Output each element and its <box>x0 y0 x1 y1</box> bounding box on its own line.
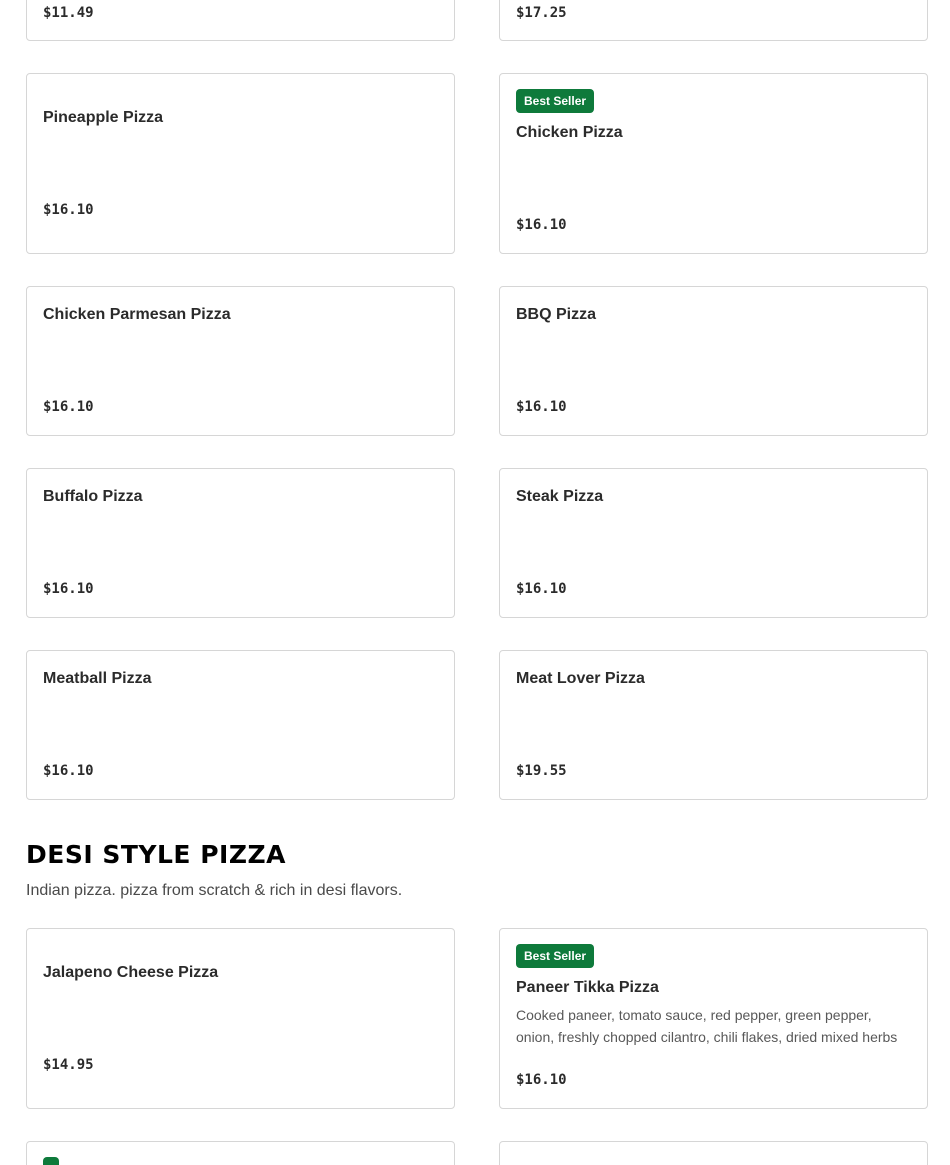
menu-item-card-paneer-tikka-pizza[interactable] <box>499 928 928 1109</box>
item-price: $16.10 <box>516 1072 567 1088</box>
menu-item-card-meat-lover-pizza[interactable] <box>499 650 928 800</box>
item-name: Chicken Parmesan Pizza <box>43 306 231 323</box>
menu-item-card[interactable] <box>499 1141 928 1165</box>
item-name: BBQ Pizza <box>516 306 597 323</box>
item-price: $17.25 <box>516 5 567 21</box>
item-price: $14.95 <box>43 1057 94 1073</box>
menu-item-card-chicken-pizza[interactable] <box>499 73 928 254</box>
menu-item-card-steak-pizza[interactable] <box>499 468 928 618</box>
menu-item-card-meatball-pizza[interactable] <box>26 650 455 800</box>
item-price: $16.10 <box>43 399 94 415</box>
item-price: $19.55 <box>516 763 567 779</box>
item-name: Steak Pizza <box>516 488 604 505</box>
best-seller-badge: Best Seller <box>516 944 594 968</box>
item-name: Paneer Tikka Pizza <box>516 979 659 996</box>
item-name: Meatball Pizza <box>43 670 152 687</box>
item-name: Meat Lover Pizza <box>516 670 645 687</box>
menu-item-card[interactable] <box>499 0 928 41</box>
menu-item-card[interactable] <box>26 0 455 41</box>
item-price: $16.10 <box>516 399 567 415</box>
menu-item-card[interactable] <box>26 1141 455 1165</box>
item-price: $16.10 <box>516 217 567 233</box>
menu-item-card-chicken-parmesan-pizza[interactable] <box>26 286 455 436</box>
item-price: $16.10 <box>43 763 94 779</box>
item-name: Buffalo Pizza <box>43 488 143 505</box>
item-price: $16.10 <box>516 581 567 597</box>
item-price: $11.49 <box>43 5 94 21</box>
item-price: $16.10 <box>43 202 94 218</box>
item-name: Chicken Pizza <box>516 124 623 141</box>
item-name: Pineapple Pizza <box>43 109 164 126</box>
section-subtitle: Indian pizza. pizza from scratch & rich in desi flavors. <box>26 882 403 899</box>
menu-item-card-jalapeno-cheese-pizza[interactable] <box>26 928 455 1109</box>
section-title: DESI STYLE PIZZA <box>26 840 286 869</box>
item-description: Cooked paneer, tomato sauce, red pepper, green pepper, onion, freshly chopped cilantro, chili flakes, dried mixed herbs <box>516 1007 898 1045</box>
menu-item-card-buffalo-pizza[interactable] <box>26 468 455 618</box>
item-price: $16.10 <box>43 581 94 597</box>
menu-item-card-bbq-pizza[interactable] <box>499 286 928 436</box>
best-seller-badge: Best Seller <box>516 89 594 113</box>
item-name: Jalapeno Cheese Pizza <box>43 964 219 981</box>
menu-item-card-pineapple-pizza[interactable] <box>26 73 455 254</box>
badge <box>43 1157 59 1165</box>
